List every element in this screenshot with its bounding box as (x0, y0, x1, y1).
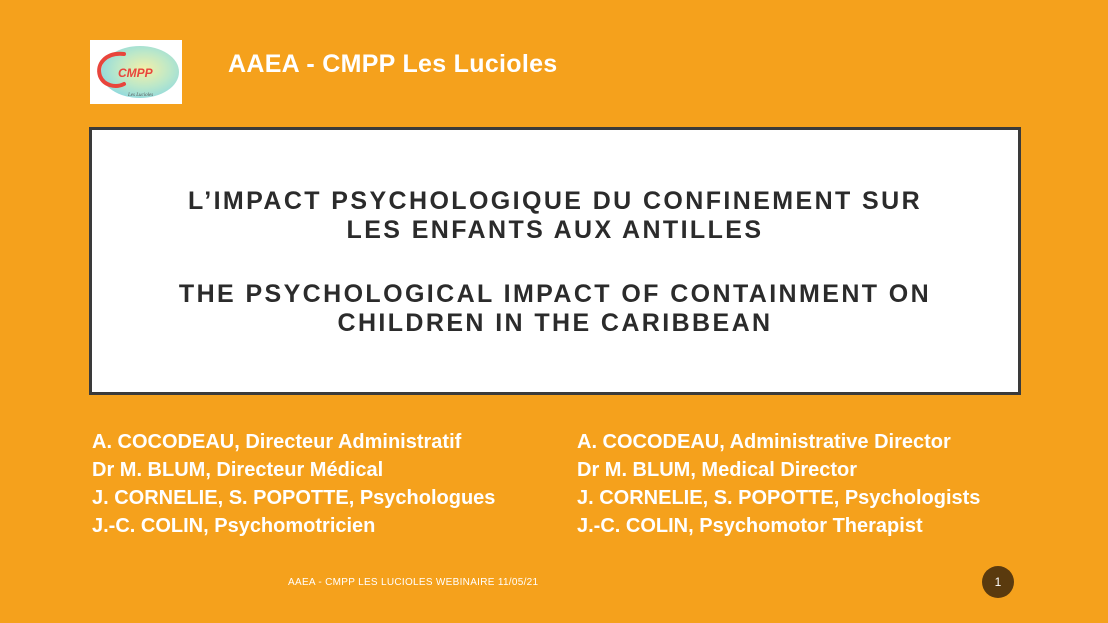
english-title-line-1: THE PSYCHOLOGICAL IMPACT OF CONTAINMENT ON (178, 280, 932, 308)
author-line: Dr M. BLUM, Directeur Médical (92, 459, 384, 481)
title-box (89, 127, 1021, 395)
author-line: J.-C. COLIN, Psychomotor Therapist (577, 515, 923, 537)
logo-tagline: Les Lucioles (128, 93, 154, 98)
french-title-line-2: LES ENFANTS AUX ANTILLES (346, 216, 764, 244)
page-number-badge: 1 (982, 566, 1014, 598)
author-line: J. CORNELIE, S. POPOTTE, Psychologues (92, 487, 496, 509)
author-line: A. COCODEAU, Directeur Administratif (92, 431, 462, 453)
authors-french (92, 428, 495, 540)
cmpp-logo-icon (90, 40, 182, 104)
logo-text: CMPP (118, 66, 153, 80)
author-line: Dr M. BLUM, Medical Director (577, 459, 858, 481)
footer-text: AAEA - CMPP LES LUCIOLES WEBINAIRE 11/05/21 (288, 577, 539, 588)
author-line: J. CORNELIE, S. POPOTTE, Psychologists (577, 487, 981, 509)
author-line: A. COCODEAU, Administrative Director (577, 431, 951, 453)
author-line: J.-C. COLIN, Psychomotricien (92, 515, 376, 537)
french-title-line-1: L’IMPACT PSYCHOLOGIQUE DU CONFINEMENT SUR (187, 187, 923, 215)
english-title-line-2: CHILDREN IN THE CARIBBEAN (337, 309, 773, 337)
authors-english (577, 428, 980, 540)
org-title: AAEA - CMPP Les Lucioles (228, 50, 558, 78)
